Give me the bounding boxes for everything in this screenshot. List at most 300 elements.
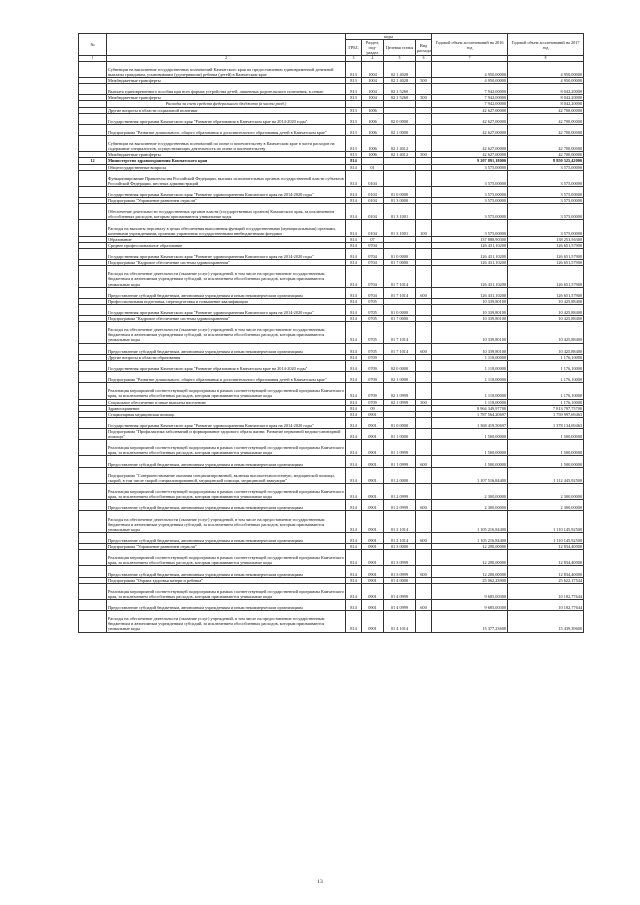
cell-a: 10 339,80100 — [432, 322, 508, 343]
cell-b: 42 700,00000 — [508, 107, 584, 113]
cell-r: 1006 — [362, 152, 384, 158]
table-row — [79, 500, 584, 511]
cell-g: 814 — [346, 483, 362, 499]
cell-r: 0705 — [362, 304, 384, 315]
cell-g: 814 — [346, 544, 362, 550]
cell-a: 1 118,00000 — [432, 354, 508, 360]
table-row — [79, 248, 584, 259]
cell-a: 3 575,00000 — [432, 164, 508, 170]
cell-v — [416, 467, 432, 483]
cell-n — [79, 483, 107, 499]
cell-c: 02 1 0999 — [384, 399, 416, 405]
cell-a: 42 627,00000 — [432, 113, 508, 124]
colnum: 8 — [508, 56, 584, 61]
cell-b: 10 182,77644 — [508, 600, 584, 611]
cell-a: 7 942,00000 — [432, 84, 508, 95]
header-grbs: ГРБС — [346, 40, 362, 56]
cell-b: 12 834,40000 — [508, 550, 584, 566]
cell-t: Межбюджетные трансферты — [107, 152, 346, 158]
cell-b: 1 500,00000 — [508, 429, 584, 440]
cell-v — [416, 204, 432, 220]
cell-a: 4 950,00000 — [432, 61, 508, 77]
table-row — [79, 611, 584, 632]
cell-n — [79, 220, 107, 236]
cell-t: Подпрограмма "Развитие дошкольного, общего образования и дополнительного образования детей в Камчатском крае" — [107, 372, 346, 383]
table-row — [79, 322, 584, 343]
table-row — [79, 113, 584, 124]
cell-a: 10 339,80100 — [432, 316, 508, 322]
cell-g: 814 — [346, 417, 362, 428]
cell-b: 2 300,00000 — [508, 483, 584, 499]
cell-g: 814 — [346, 266, 362, 287]
cell-c: 01 7 1014 — [384, 266, 416, 287]
cell-n — [79, 322, 107, 343]
cell-g: 814 — [346, 220, 362, 236]
cell-v — [416, 322, 432, 343]
cell-g: 814 — [346, 383, 362, 399]
cell-n — [79, 500, 107, 511]
table-row — [79, 483, 584, 499]
cell-r: 01 — [362, 164, 384, 170]
cell-b: 4 950,00000 — [508, 78, 584, 84]
cell-v: 500 — [416, 152, 432, 158]
table-row — [79, 287, 584, 298]
cell-r: 0901 — [362, 600, 384, 611]
cell-n — [79, 343, 107, 354]
cell-a: 3 575,00000 — [432, 204, 508, 220]
cell-t: Реализация мероприятий соответствующей подпрограммы в рамках соответствующей государственной программы Камчатского края, за исключением обособленных расходов, которым присваиваются уникальные коды — [107, 550, 346, 566]
table-row — [79, 583, 584, 599]
cell-v: 600 — [416, 566, 432, 577]
cell-t: Подпрограмма "Кадровое обеспечение системы здравоохранения" — [107, 260, 346, 266]
cell-r: 0704 — [362, 260, 384, 266]
cell-g: 814 — [346, 322, 362, 343]
cell-t: Расходы на обеспечение деятельности (оказание услуг) учреждений, в том числе на предоставление государственным бюджетным и автономным учреждениям субсидий, за исключением обособленных расходов, которым присваиваются уникальные коды — [107, 511, 346, 532]
cell-t: Предоставление субсидий бюджетным, автономным учреждениям и иным некоммерческим организациям — [107, 456, 346, 467]
cell-a: 9 685,00300 — [432, 600, 508, 611]
cell-b: 3 575,00000 — [508, 170, 584, 186]
cell-b: 1 176,10000 — [508, 383, 584, 399]
cell-a: 7 942,00000 — [432, 95, 508, 101]
cell-a: 3 575,00000 — [432, 198, 508, 204]
cell-c: 01 0 0000 — [384, 248, 416, 259]
cell-t: Подпрограмма "Профилактика заболеваний и формирование здорового образа жизни. Развитие первичной медико-санитарной помощи" — [107, 429, 346, 440]
cell-a: 9 207 891,18000 — [432, 158, 508, 164]
table-body — [79, 61, 584, 632]
cell-n: 12 — [79, 158, 107, 164]
cell-b: 8 850 525,42000 — [508, 158, 584, 164]
cell-n — [79, 550, 107, 566]
cell-b: 1 378 134,69463 — [508, 417, 584, 428]
table-row — [79, 170, 584, 186]
cell-n — [79, 287, 107, 298]
cell-a: 137 888,90300 — [432, 236, 508, 242]
cell-n — [79, 566, 107, 577]
table-row — [79, 532, 584, 543]
cell-b: 3 575,00000 — [508, 186, 584, 197]
cell-g: 813 — [346, 61, 362, 77]
cell-r: 0709 — [362, 399, 384, 405]
cell-r: 0901 — [362, 577, 384, 583]
cell-n — [79, 611, 107, 632]
cell-n — [79, 136, 107, 152]
cell-r: 0704 — [362, 242, 384, 248]
cell-t: Государственная программа Камчатского края "Развитие образования в Камчатском крае на 2014-2020 годы" — [107, 113, 346, 124]
cell-a: 126 431,10200 — [432, 260, 508, 266]
cell-a: 2 300,00000 — [432, 500, 508, 511]
cell-t: Расходы за счет средств федерального бюджета (в части разд.) — [107, 101, 346, 107]
cell-t: Предоставление субсидий бюджетным, автономным учреждениям и иным некоммерческим организациям — [107, 600, 346, 611]
cell-n — [79, 266, 107, 287]
table-row — [79, 220, 584, 236]
cell-a: 1 105 216,84400 — [432, 532, 508, 543]
cell-b: 126 651,57900 — [508, 287, 584, 298]
cell-t: Социальное обеспечение и иные выплаты населению — [107, 399, 346, 405]
cell-b: 3 575,00000 — [508, 164, 584, 170]
cell-r: 0104 — [362, 204, 384, 220]
cell-a: 1 107 516,84400 — [432, 467, 508, 483]
cell-r: 0901 — [362, 611, 384, 632]
cell-c: 02 1 0000 — [384, 124, 416, 135]
cell-b: 42 700,00000 — [508, 136, 584, 152]
cell-c: 01 2 0999 — [384, 500, 416, 511]
cell-n — [79, 248, 107, 259]
cell-c: 01 0 0000 — [384, 304, 416, 315]
cell-g: 814 — [346, 248, 362, 259]
cell-n — [79, 113, 107, 124]
cell-g: 813 — [346, 95, 362, 101]
table-row — [79, 61, 584, 77]
budget-table — [78, 33, 584, 633]
cell-r: 0901 — [362, 544, 384, 550]
cell-b: 1 176,10000 — [508, 354, 584, 360]
cell-n — [79, 304, 107, 315]
cell-g: 814 — [346, 611, 362, 632]
cell-a: 3 575,00000 — [432, 220, 508, 236]
cell-c: 01 2 0999 — [384, 483, 416, 499]
table-row — [79, 136, 584, 152]
cell-r: 0705 — [362, 298, 384, 304]
cell-v — [416, 583, 432, 599]
cell-c: 01 1 0000 — [384, 429, 416, 440]
cell-b: 42 700,00000 — [508, 124, 584, 135]
cell-r: 1004 — [362, 84, 384, 95]
cell-r: 0704 — [362, 248, 384, 259]
cell-a: 126 431,10200 — [432, 248, 508, 259]
cell-t: Реализация мероприятий соответствующей подпрограммы в рамках соответствующей государственной программы Камчатского края, за исключением обособленных расходов, которым присваиваются уникальные коды — [107, 440, 346, 456]
cell-v — [416, 372, 432, 383]
cell-g: 814 — [346, 467, 362, 483]
cell-v — [416, 113, 432, 124]
cell-c: 01 1 0999 — [384, 440, 416, 456]
cell-n — [79, 511, 107, 532]
cell-n — [79, 429, 107, 440]
cell-v — [416, 170, 432, 186]
cell-g: 814 — [346, 456, 362, 467]
table-row — [79, 343, 584, 354]
cell-b: 12 834,40000 — [508, 544, 584, 550]
cell-c: 01 7 0000 — [384, 260, 416, 266]
cell-g: 814 — [346, 429, 362, 440]
cell-r: 07 — [362, 236, 384, 242]
cell-a: 10 339,80100 — [432, 343, 508, 354]
table-row — [79, 266, 584, 287]
cell-g: 813 — [346, 107, 362, 113]
cell-n — [79, 61, 107, 77]
cell-g: 814 — [346, 600, 362, 611]
cell-c: 02 1 5260 — [384, 84, 416, 95]
cell-a: 3 575,00000 — [432, 170, 508, 186]
cell-a: 1 118,00000 — [432, 399, 508, 405]
cell-v — [416, 511, 432, 532]
cell-t: Другие вопросы в области социальной политики — [107, 107, 346, 113]
cell-g: 814 — [346, 360, 362, 371]
cell-g: 814 — [346, 236, 362, 242]
cell-v — [416, 124, 432, 135]
cell-b: 138 253,56300 — [508, 236, 584, 242]
cell-t: Профессиональная подготовка, переподготовка и повышение квалификации — [107, 298, 346, 304]
cell-b: 10 425,88400 — [508, 316, 584, 322]
cell-v — [416, 304, 432, 315]
cell-g: 814 — [346, 405, 362, 411]
cell-t: Подпрограмма "Совершенствование оказания специализированной, включая высокотехнологичную, медицинской помощи, скорой, в том числе скорой специализированной, медицинской помощи, медицинской эвакуации" — [107, 467, 346, 483]
cell-r: 1006 — [362, 107, 384, 113]
cell-v — [416, 483, 432, 499]
cell-a: 10 339,80100 — [432, 298, 508, 304]
cell-c: 01 7 1014 — [384, 287, 416, 298]
cell-t: Предоставление субсидий бюджетным, автономным учреждениям и иным некоммерческим организациям — [107, 532, 346, 543]
cell-r: 0901 — [362, 583, 384, 599]
cell-a: 1 118,00000 — [432, 383, 508, 399]
cell-c — [384, 170, 416, 186]
cell-b: 126 651,57900 — [508, 242, 584, 248]
cell-c: 02 1 0000 — [384, 372, 416, 383]
cell-b: 1 176,10000 — [508, 360, 584, 371]
cell-g: 814 — [346, 354, 362, 360]
cell-v — [416, 360, 432, 371]
cell-a: 1 368 419,50697 — [432, 417, 508, 428]
cell-r: 1006 — [362, 136, 384, 152]
cell-g: 814 — [346, 304, 362, 315]
cell-b: 10 182,77644 — [508, 583, 584, 599]
cell-a: 2 300,00000 — [432, 483, 508, 499]
cell-c: 01 3 0999 — [384, 566, 416, 577]
cell-a: 1 500,00000 — [432, 456, 508, 467]
cell-g: 814 — [346, 577, 362, 583]
page-number: 13 — [317, 879, 323, 885]
cell-a: 126 431,10200 — [432, 242, 508, 248]
header-razdel: Раздел, под-раздел — [362, 40, 384, 56]
header-name — [107, 34, 346, 56]
cell-t: Субвенции на выполнение государственных полномочий по опеке и попечительству в Камчатском крае в части расходов на содержание специалистов, осуществляющих деятельность по опеке и попечительству — [107, 136, 346, 152]
cell-g: 814 — [346, 583, 362, 599]
cell-t: Реализация мероприятий соответствующей подпрограммы в рамках соответствующей государственной программы Камчатского края, за исключением обособленных расходов, которым присваиваются уникальные коды — [107, 583, 346, 599]
cell-c: 01 4 0999 — [384, 583, 416, 599]
cell-r: 1004 — [362, 95, 384, 101]
cell-b: 8 042,20000 — [508, 95, 584, 101]
cell-t: Подпрограмма "Охрана здоровья матери и ребенка" — [107, 577, 346, 583]
cell-a: 126 431,10200 — [432, 287, 508, 298]
cell-g: 814 — [346, 287, 362, 298]
cell-g: 814 — [346, 511, 362, 532]
table-row — [79, 372, 584, 383]
cell-b: 10 425,88400 — [508, 322, 584, 343]
cell-a: 42 627,00000 — [432, 107, 508, 113]
cell-a: 42 627,00000 — [432, 136, 508, 152]
cell-t: Министерство здравоохранения Камчатского края — [107, 158, 346, 164]
cell-r: 0104 — [362, 220, 384, 236]
cell-b: 1 500,00000 — [508, 456, 584, 467]
cell-g: 813 — [346, 113, 362, 124]
cell-b: 42 700,00000 — [508, 113, 584, 124]
cell-n — [79, 170, 107, 186]
colnum: 6 — [416, 56, 432, 61]
cell-c: 01 2 1014 — [384, 532, 416, 543]
cell-r: 0901 — [362, 566, 384, 577]
cell-a: 1 118,00000 — [432, 372, 508, 383]
cell-a: 1 500,00000 — [432, 440, 508, 456]
cell-r: 0901 — [362, 500, 384, 511]
cell-t: Общегосударственные вопросы — [107, 164, 346, 170]
cell-a: 12 200,00000 — [432, 550, 508, 566]
cell-v — [416, 84, 432, 95]
cell-n — [79, 124, 107, 135]
cell-r: 0705 — [362, 343, 384, 354]
table-header — [79, 34, 584, 62]
cell-a: 10 339,80100 — [432, 304, 508, 315]
cell-c: 01 2 0000 — [384, 467, 416, 483]
cell-a: 1 105 216,84400 — [432, 511, 508, 532]
cell-g: 814 — [346, 242, 362, 248]
header-codes: коды — [346, 34, 432, 40]
cell-c: 01 4 0999 — [384, 600, 416, 611]
cell-t: Государственная программа Камчатского края "Развитие здравоохранения Камчатского края на 2014-2020 годы" — [107, 248, 346, 259]
cell-n — [79, 372, 107, 383]
cell-r: 1004 — [362, 78, 384, 84]
cell-c: 01 1 0999 — [384, 456, 416, 467]
cell-n — [79, 383, 107, 399]
cell-c: 02 1 5260 — [384, 95, 416, 101]
cell-v — [416, 417, 432, 428]
cell-a: 1 118,00000 — [432, 360, 508, 371]
cell-r: 0901 — [362, 550, 384, 566]
cell-g: 814 — [346, 316, 362, 322]
cell-g: 814 — [346, 164, 362, 170]
cell-v: 300 — [416, 399, 432, 405]
cell-n — [79, 84, 107, 95]
cell-g: 814 — [346, 343, 362, 354]
cell-t: Предоставление субсидий бюджетным, автономным учреждениям и иным некоммерческим организациям — [107, 343, 346, 354]
cell-g: 814 — [346, 198, 362, 204]
cell-r: 0709 — [362, 383, 384, 399]
cell-g: 814 — [346, 550, 362, 566]
cell-r: 0705 — [362, 322, 384, 343]
cell-t: Реализация мероприятий соответствующей подпрограммы в рамках соответствующей государственной программы Камчатского края, за исключением обособленных расходов, которым присваиваются уникальные коды — [107, 483, 346, 499]
cell-a: 15 377,23600 — [432, 611, 508, 632]
cell-t: Среднее профессиональное образование — [107, 242, 346, 248]
cell-t: Расходы на обеспечение деятельности (оказание услуг) учреждений, в том числе на предоставление государственным бюджетным и автономным учреждениям субсидий, за исключением обособленных расходов, которым присваиваются уникальные коды — [107, 266, 346, 287]
header-2016: Годовой объем ассигнований на 2016 год — [432, 34, 508, 56]
header-cs: Целевая статья — [384, 40, 416, 56]
cell-g: 814 — [346, 500, 362, 511]
cell-c: 01 0 0000 — [384, 186, 416, 197]
table-row — [79, 440, 584, 456]
colnum: 2 — [107, 56, 346, 61]
table-row — [79, 566, 584, 577]
header-vr: Вид расхода — [416, 40, 432, 56]
cell-n — [79, 467, 107, 483]
cell-c: 01 2 1014 — [384, 511, 416, 532]
cell-r: 1006 — [362, 113, 384, 124]
cell-v: 600 — [416, 287, 432, 298]
cell-t: Государственная программа Камчатского края "Развитие здравоохранения Камчатского края на 2014-2020 годы" — [107, 186, 346, 197]
colnum: 5 — [384, 56, 416, 61]
cell-g: 814 — [346, 566, 362, 577]
cell-b: 1 759 997,69463 — [508, 411, 584, 417]
cell-v — [416, 429, 432, 440]
cell-t: Здравоохранение — [107, 405, 346, 411]
cell-t: Межбюджетные трансферты — [107, 78, 346, 84]
cell-r: 0104 — [362, 186, 384, 197]
cell-b: 3 575,00000 — [508, 204, 584, 220]
cell-t: Предоставление субсидий бюджетным, автономным учреждениям и иным некоммерческим организациям — [107, 566, 346, 577]
cell-b: 1 112 445,92500 — [508, 467, 584, 483]
colnum: 4 — [362, 56, 384, 61]
cell-v: 600 — [416, 456, 432, 467]
cell-b: 12 834,40000 — [508, 566, 584, 577]
cell-t: Государственная программа Камчатского края "Развитие здравоохранения Камчатского края на 2014-2020 годы" — [107, 417, 346, 428]
cell-b: 15 439,39600 — [508, 611, 584, 632]
table-row — [79, 204, 584, 220]
cell-v — [416, 383, 432, 399]
header-2017: Годовой объем ассигнований на 2017 год — [508, 34, 584, 56]
cell-b: 10 425,88400 — [508, 298, 584, 304]
cell-b: 25 622,17544 — [508, 577, 584, 583]
cell-c: 01 0 0000 — [384, 417, 416, 428]
table-row — [79, 600, 584, 611]
cell-t: Функционирование Правительства Российской Федерации, высших исполнительных органов государственной власти субъектов Российской Федерации, местных администраций — [107, 170, 346, 186]
cell-c: 01 3 1001 — [384, 204, 416, 220]
cell-n — [79, 440, 107, 456]
cell-b: 10 425,88400 — [508, 304, 584, 315]
cell-n — [79, 360, 107, 371]
colnum: 3 — [346, 56, 362, 61]
cell-g: 813 — [346, 84, 362, 95]
cell-r: 0709 — [362, 372, 384, 383]
cell-t: Подпрограмма "Развитие дошкольного, общего образования и дополнительного образования детей в Камчатском крае" — [107, 124, 346, 135]
cell-t: Государственная программа Камчатского края "Развитие здравоохранения Камчатского края на 2014-2020 годы" — [107, 304, 346, 315]
cell-b: 4 950,00000 — [508, 61, 584, 77]
cell-a: 9 685,00300 — [432, 583, 508, 599]
cell-c: 01 4 0000 — [384, 577, 416, 583]
cell-t: Межбюджетные трансферты — [107, 95, 346, 101]
cell-c: 01 7 1014 — [384, 343, 416, 354]
cell-r: 0901 — [362, 429, 384, 440]
cell-a: 7 942,00000 — [432, 101, 508, 107]
cell-g: 814 — [346, 440, 362, 456]
cell-c: 01 3 0000 — [384, 198, 416, 204]
cell-b: 42 700,00000 — [508, 152, 584, 158]
cell-v: 600 — [416, 343, 432, 354]
cell-r: 0901 — [362, 456, 384, 467]
cell-v — [416, 136, 432, 152]
cell-t: Выплата единовременного пособия при всех формах устройства детей, лишенных родительского попечения, в семью — [107, 84, 346, 95]
cell-r: 0901 — [362, 483, 384, 499]
cell-b: 1 176,10000 — [508, 372, 584, 383]
cell-t: Предоставление субсидий бюджетным, автономным учреждениям и иным некоммерческим организациям — [107, 287, 346, 298]
cell-t: Образование — [107, 236, 346, 242]
cell-c: 02 0 0000 — [384, 360, 416, 371]
